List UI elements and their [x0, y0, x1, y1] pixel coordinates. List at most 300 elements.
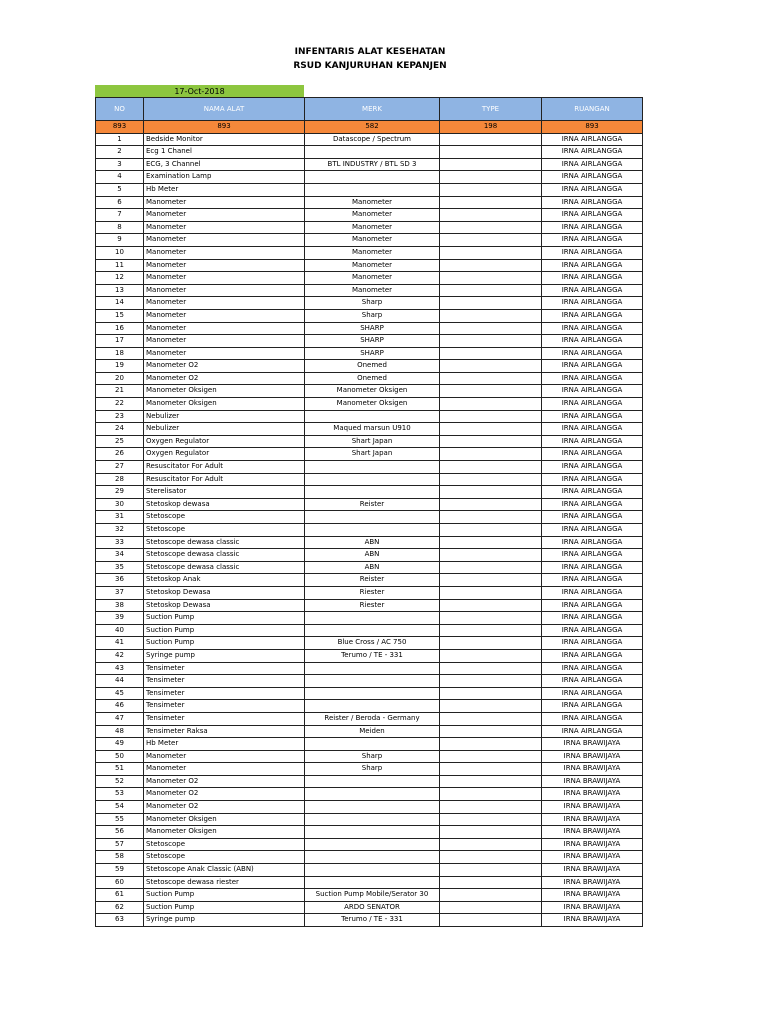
table-row — [96, 209, 643, 222]
cell-type — [440, 259, 542, 272]
cell-no: 63 — [96, 914, 144, 927]
cell-no: 15 — [96, 309, 144, 322]
cell-type — [440, 372, 542, 385]
cell-merk: Manometer — [305, 259, 440, 272]
cell-ruangan: IRNA AIRLANGGA — [542, 662, 643, 675]
cell-nama-alat: Resuscitator For Adult — [144, 473, 305, 486]
table-row — [96, 322, 643, 335]
cell-type — [440, 498, 542, 511]
cell-merk — [305, 851, 440, 864]
cell-merk: Onemed — [305, 360, 440, 373]
cell-nama-alat: Syringe pump — [144, 914, 305, 927]
cell-type — [440, 876, 542, 889]
table-row — [96, 221, 643, 234]
table-row — [96, 876, 643, 889]
total-merk: 582 — [305, 121, 440, 134]
cell-no: 6 — [96, 196, 144, 209]
table-row — [96, 763, 643, 776]
cell-type — [440, 712, 542, 725]
cell-merk — [305, 876, 440, 889]
table-row — [96, 284, 643, 297]
table-row — [96, 586, 643, 599]
cell-nama-alat: Manometer O2 — [144, 801, 305, 814]
cell-ruangan: IRNA AIRLANGGA — [542, 675, 643, 688]
cell-no: 23 — [96, 410, 144, 423]
cell-type — [440, 272, 542, 285]
cell-merk: Terumo / TE - 331 — [305, 914, 440, 927]
cell-ruangan: IRNA AIRLANGGA — [542, 246, 643, 259]
cell-type — [440, 322, 542, 335]
table-row — [96, 511, 643, 524]
table-row — [96, 649, 643, 662]
cell-nama-alat: ECG, 3 Channel — [144, 158, 305, 171]
cell-type — [440, 133, 542, 146]
cell-merk: BTL INDUSTRY / BTL SD 3 — [305, 158, 440, 171]
cell-ruangan: IRNA AIRLANGGA — [542, 183, 643, 196]
table-row — [96, 335, 643, 348]
cell-type — [440, 524, 542, 537]
cell-type — [440, 146, 542, 159]
cell-ruangan: IRNA AIRLANGGA — [542, 360, 643, 373]
inventory-table — [95, 97, 643, 927]
table-row — [96, 133, 643, 146]
cell-merk: ABN — [305, 549, 440, 562]
cell-no: 3 — [96, 158, 144, 171]
cell-merk: SHARP — [305, 322, 440, 335]
cell-type — [440, 473, 542, 486]
cell-merk: Manometer — [305, 209, 440, 222]
table-row — [96, 183, 643, 196]
cell-type — [440, 586, 542, 599]
cell-ruangan: IRNA AIRLANGGA — [542, 146, 643, 159]
cell-ruangan: IRNA AIRLANGGA — [542, 536, 643, 549]
table-row — [96, 700, 643, 713]
cell-merk — [305, 700, 440, 713]
cell-ruangan: IRNA AIRLANGGA — [542, 398, 643, 411]
cell-merk: Reister — [305, 498, 440, 511]
cell-nama-alat: Suction Pump — [144, 889, 305, 902]
cell-nama-alat: Tensimeter — [144, 687, 305, 700]
cell-ruangan: IRNA AIRLANGGA — [542, 322, 643, 335]
cell-type — [440, 246, 542, 259]
cell-ruangan: IRNA AIRLANGGA — [542, 700, 643, 713]
cell-nama-alat: Stetoskop Anak — [144, 574, 305, 587]
cell-ruangan: IRNA AIRLANGGA — [542, 171, 643, 184]
cell-ruangan: IRNA BRAWIJAYA — [542, 813, 643, 826]
cell-ruangan: IRNA AIRLANGGA — [542, 461, 643, 474]
cell-ruangan: IRNA AIRLANGGA — [542, 448, 643, 461]
cell-ruangan: IRNA AIRLANGGA — [542, 687, 643, 700]
cell-type — [440, 612, 542, 625]
table-row — [96, 461, 643, 474]
cell-no: 11 — [96, 259, 144, 272]
header-no: NO — [96, 98, 144, 121]
table-row — [96, 738, 643, 751]
table-row — [96, 637, 643, 650]
cell-type — [440, 183, 542, 196]
cell-merk: Sharp — [305, 750, 440, 763]
cell-ruangan: IRNA AIRLANGGA — [542, 725, 643, 738]
cell-type — [440, 171, 542, 184]
cell-nama-alat: Suction Pump — [144, 637, 305, 650]
cell-no: 37 — [96, 586, 144, 599]
cell-no: 49 — [96, 738, 144, 751]
cell-ruangan: IRNA AIRLANGGA — [542, 133, 643, 146]
cell-nama-alat: Tensimeter Raksa — [144, 725, 305, 738]
cell-type — [440, 662, 542, 675]
table-row — [96, 524, 643, 537]
cell-nama-alat: Manometer — [144, 259, 305, 272]
header-nama-alat: NAMA ALAT — [144, 98, 305, 121]
cell-merk — [305, 511, 440, 524]
cell-merk: Manometer Oksigen — [305, 385, 440, 398]
cell-no: 51 — [96, 763, 144, 776]
table-row — [96, 801, 643, 814]
cell-no: 34 — [96, 549, 144, 562]
cell-type — [440, 448, 542, 461]
cell-nama-alat: Manometer — [144, 272, 305, 285]
cell-merk — [305, 171, 440, 184]
cell-no: 61 — [96, 889, 144, 902]
cell-nama-alat: Resuscitator For Adult — [144, 461, 305, 474]
cell-ruangan: IRNA AIRLANGGA — [542, 586, 643, 599]
cell-ruangan: IRNA BRAWIJAYA — [542, 801, 643, 814]
totals-row — [96, 121, 643, 134]
table-row — [96, 246, 643, 259]
cell-merk: Manometer — [305, 196, 440, 209]
cell-ruangan: IRNA AIRLANGGA — [542, 410, 643, 423]
table-row — [96, 309, 643, 322]
cell-ruangan: IRNA AIRLANGGA — [542, 347, 643, 360]
cell-type — [440, 410, 542, 423]
cell-type — [440, 234, 542, 247]
report-date: 17-Oct-2018 — [95, 85, 304, 97]
cell-merk — [305, 801, 440, 814]
cell-type — [440, 675, 542, 688]
table-row — [96, 901, 643, 914]
cell-nama-alat: Oxygen Regulator — [144, 435, 305, 448]
cell-no: 46 — [96, 700, 144, 713]
cell-merk: Meiden — [305, 725, 440, 738]
cell-merk: Sharp — [305, 297, 440, 310]
cell-ruangan: IRNA AIRLANGGA — [542, 624, 643, 637]
cell-nama-alat: Suction Pump — [144, 612, 305, 625]
cell-nama-alat: Stetoskop Dewasa — [144, 586, 305, 599]
cell-merk — [305, 813, 440, 826]
table-row — [96, 561, 643, 574]
table-row — [96, 612, 643, 625]
cell-type — [440, 297, 542, 310]
cell-type — [440, 221, 542, 234]
cell-merk — [305, 473, 440, 486]
table-row — [96, 914, 643, 927]
header-ruangan: RUANGAN — [542, 98, 643, 121]
cell-merk: Reister / Beroda - Germany — [305, 712, 440, 725]
cell-merk: Manometer — [305, 284, 440, 297]
cell-nama-alat: Syringe pump — [144, 649, 305, 662]
cell-ruangan: IRNA BRAWIJAYA — [542, 838, 643, 851]
cell-nama-alat: Hb Meter — [144, 183, 305, 196]
cell-ruangan: IRNA AIRLANGGA — [542, 297, 643, 310]
table-row — [96, 234, 643, 247]
cell-merk: Riester — [305, 599, 440, 612]
cell-nama-alat: Manometer Oksigen — [144, 398, 305, 411]
cell-ruangan: IRNA AIRLANGGA — [542, 637, 643, 650]
cell-type — [440, 864, 542, 877]
cell-nama-alat: Sterelisator — [144, 486, 305, 499]
cell-nama-alat: Hb Meter — [144, 738, 305, 751]
document-subtitle: RSUD KANJURUHAN KEPANJEN — [293, 61, 447, 71]
cell-merk: Datascope / Spectrum — [305, 133, 440, 146]
cell-no: 43 — [96, 662, 144, 675]
cell-ruangan: IRNA AIRLANGGA — [542, 486, 643, 499]
cell-nama-alat: Tensimeter — [144, 712, 305, 725]
cell-type — [440, 196, 542, 209]
cell-nama-alat: Stetoscope — [144, 851, 305, 864]
cell-nama-alat: Stetoscope Anak Classic (ABN) — [144, 864, 305, 877]
cell-merk — [305, 675, 440, 688]
cell-no: 41 — [96, 637, 144, 650]
cell-nama-alat: Stetoskop Dewasa — [144, 599, 305, 612]
table-row — [96, 259, 643, 272]
cell-type — [440, 813, 542, 826]
cell-type — [440, 725, 542, 738]
cell-nama-alat: Manometer Oksigen — [144, 813, 305, 826]
cell-type — [440, 398, 542, 411]
cell-ruangan: IRNA AIRLANGGA — [542, 335, 643, 348]
cell-ruangan: IRNA BRAWIJAYA — [542, 876, 643, 889]
cell-ruangan: IRNA AIRLANGGA — [542, 209, 643, 222]
cell-ruangan: IRNA AIRLANGGA — [542, 612, 643, 625]
cell-no: 1 — [96, 133, 144, 146]
cell-no: 32 — [96, 524, 144, 537]
cell-nama-alat: Ecg 1 Chanel — [144, 146, 305, 159]
table-row — [96, 675, 643, 688]
table-row — [96, 385, 643, 398]
cell-no: 48 — [96, 725, 144, 738]
cell-no: 14 — [96, 297, 144, 310]
cell-merk — [305, 524, 440, 537]
cell-nama-alat: Manometer O2 — [144, 788, 305, 801]
total-ruangan: 893 — [542, 121, 643, 134]
cell-type — [440, 511, 542, 524]
cell-type — [440, 624, 542, 637]
table-row — [96, 423, 643, 436]
cell-no: 17 — [96, 335, 144, 348]
cell-nama-alat: Manometer — [144, 284, 305, 297]
table-row — [96, 297, 643, 310]
cell-type — [440, 561, 542, 574]
cell-no: 35 — [96, 561, 144, 574]
cell-nama-alat: Tensimeter — [144, 662, 305, 675]
cell-no: 38 — [96, 599, 144, 612]
cell-merk — [305, 461, 440, 474]
table-row — [96, 410, 643, 423]
cell-merk: SHARP — [305, 347, 440, 360]
cell-nama-alat: Tensimeter — [144, 700, 305, 713]
cell-ruangan: IRNA AIRLANGGA — [542, 309, 643, 322]
cell-type — [440, 599, 542, 612]
cell-merk: Manometer — [305, 221, 440, 234]
cell-type — [440, 889, 542, 902]
cell-type — [440, 536, 542, 549]
cell-merk: ABN — [305, 561, 440, 574]
cell-nama-alat: Stetoscope — [144, 524, 305, 537]
cell-ruangan: IRNA BRAWIJAYA — [542, 738, 643, 751]
cell-type — [440, 851, 542, 864]
cell-no: 60 — [96, 876, 144, 889]
cell-no: 31 — [96, 511, 144, 524]
cell-ruangan: IRNA AIRLANGGA — [542, 423, 643, 436]
cell-ruangan: IRNA BRAWIJAYA — [542, 851, 643, 864]
cell-nama-alat: Manometer — [144, 750, 305, 763]
table-row — [96, 574, 643, 587]
cell-no: 40 — [96, 624, 144, 637]
cell-nama-alat: Stetoscope — [144, 511, 305, 524]
cell-type — [440, 574, 542, 587]
table-row — [96, 838, 643, 851]
cell-merk: Terumo / TE - 331 — [305, 649, 440, 662]
cell-merk: Maqued marsun U910 — [305, 423, 440, 436]
cell-merk: Sharp — [305, 309, 440, 322]
cell-merk — [305, 864, 440, 877]
table-row — [96, 536, 643, 549]
cell-no: 22 — [96, 398, 144, 411]
cell-nama-alat: Stetoskop dewasa — [144, 498, 305, 511]
cell-type — [440, 738, 542, 751]
table-row — [96, 712, 643, 725]
cell-merk: Manometer — [305, 246, 440, 259]
cell-merk: SHARP — [305, 335, 440, 348]
cell-merk: Shart Japan — [305, 448, 440, 461]
cell-type — [440, 549, 542, 562]
cell-merk — [305, 486, 440, 499]
cell-nama-alat: Nebulizer — [144, 410, 305, 423]
cell-merk: Riester — [305, 586, 440, 599]
cell-no: 13 — [96, 284, 144, 297]
header-type: TYPE — [440, 98, 542, 121]
table-row — [96, 146, 643, 159]
table-row — [96, 171, 643, 184]
table-row — [96, 486, 643, 499]
cell-no: 42 — [96, 649, 144, 662]
cell-merk: Blue Cross / AC 750 — [305, 637, 440, 650]
cell-ruangan: IRNA AIRLANGGA — [542, 284, 643, 297]
cell-type — [440, 750, 542, 763]
total-no: 893 — [96, 121, 144, 134]
cell-no: 28 — [96, 473, 144, 486]
cell-ruangan: IRNA AIRLANGGA — [542, 234, 643, 247]
cell-no: 29 — [96, 486, 144, 499]
cell-merk — [305, 146, 440, 159]
cell-type — [440, 788, 542, 801]
table-row — [96, 687, 643, 700]
cell-no: 27 — [96, 461, 144, 474]
cell-type — [440, 335, 542, 348]
cell-ruangan: IRNA AIRLANGGA — [542, 473, 643, 486]
cell-nama-alat: Stetoscope dewasa classic — [144, 536, 305, 549]
cell-ruangan: IRNA AIRLANGGA — [542, 649, 643, 662]
cell-ruangan: IRNA BRAWIJAYA — [542, 889, 643, 902]
cell-nama-alat: Suction Pump — [144, 624, 305, 637]
cell-no: 33 — [96, 536, 144, 549]
cell-type — [440, 801, 542, 814]
table-row — [96, 889, 643, 902]
cell-merk: Manometer — [305, 234, 440, 247]
cell-no: 58 — [96, 851, 144, 864]
cell-no: 36 — [96, 574, 144, 587]
table-row — [96, 624, 643, 637]
cell-no: 62 — [96, 901, 144, 914]
table-row — [96, 473, 643, 486]
cell-nama-alat: Stetoscope — [144, 838, 305, 851]
cell-no: 7 — [96, 209, 144, 222]
table-row — [96, 599, 643, 612]
cell-type — [440, 435, 542, 448]
cell-merk — [305, 612, 440, 625]
cell-no: 12 — [96, 272, 144, 285]
cell-no: 44 — [96, 675, 144, 688]
cell-no: 21 — [96, 385, 144, 398]
table-row — [96, 398, 643, 411]
cell-no: 25 — [96, 435, 144, 448]
cell-nama-alat: Manometer — [144, 309, 305, 322]
cell-no: 18 — [96, 347, 144, 360]
cell-ruangan: IRNA AIRLANGGA — [542, 574, 643, 587]
cell-type — [440, 826, 542, 839]
cell-type — [440, 158, 542, 171]
cell-ruangan: IRNA AIRLANGGA — [542, 561, 643, 574]
cell-no: 30 — [96, 498, 144, 511]
cell-ruangan: IRNA BRAWIJAYA — [542, 763, 643, 776]
table-row — [96, 549, 643, 562]
table-row — [96, 158, 643, 171]
cell-merk: Manometer Oksigen — [305, 398, 440, 411]
cell-merk — [305, 838, 440, 851]
cell-nama-alat: Manometer — [144, 297, 305, 310]
cell-type — [440, 423, 542, 436]
table-row — [96, 851, 643, 864]
cell-nama-alat: Manometer — [144, 246, 305, 259]
cell-type — [440, 775, 542, 788]
cell-type — [440, 649, 542, 662]
cell-ruangan: IRNA BRAWIJAYA — [542, 864, 643, 877]
cell-nama-alat: Manometer Oksigen — [144, 826, 305, 839]
cell-merk: Suction Pump Mobile/Serator 30 — [305, 889, 440, 902]
cell-ruangan: IRNA BRAWIJAYA — [542, 775, 643, 788]
table-row — [96, 775, 643, 788]
cell-nama-alat: Manometer — [144, 196, 305, 209]
total-type: 198 — [440, 121, 542, 134]
cell-type — [440, 284, 542, 297]
cell-nama-alat: Stetoscope dewasa riester — [144, 876, 305, 889]
table-row — [96, 725, 643, 738]
table-row — [96, 788, 643, 801]
cell-no: 50 — [96, 750, 144, 763]
header-merk: MERK — [305, 98, 440, 121]
header-row — [96, 98, 643, 121]
cell-no: 8 — [96, 221, 144, 234]
cell-no: 20 — [96, 372, 144, 385]
cell-ruangan: IRNA AIRLANGGA — [542, 511, 643, 524]
cell-merk: ABN — [305, 536, 440, 549]
cell-type — [440, 637, 542, 650]
cell-no: 52 — [96, 775, 144, 788]
cell-type — [440, 914, 542, 927]
cell-merk: Reister — [305, 574, 440, 587]
cell-ruangan: IRNA AIRLANGGA — [542, 524, 643, 537]
cell-type — [440, 385, 542, 398]
